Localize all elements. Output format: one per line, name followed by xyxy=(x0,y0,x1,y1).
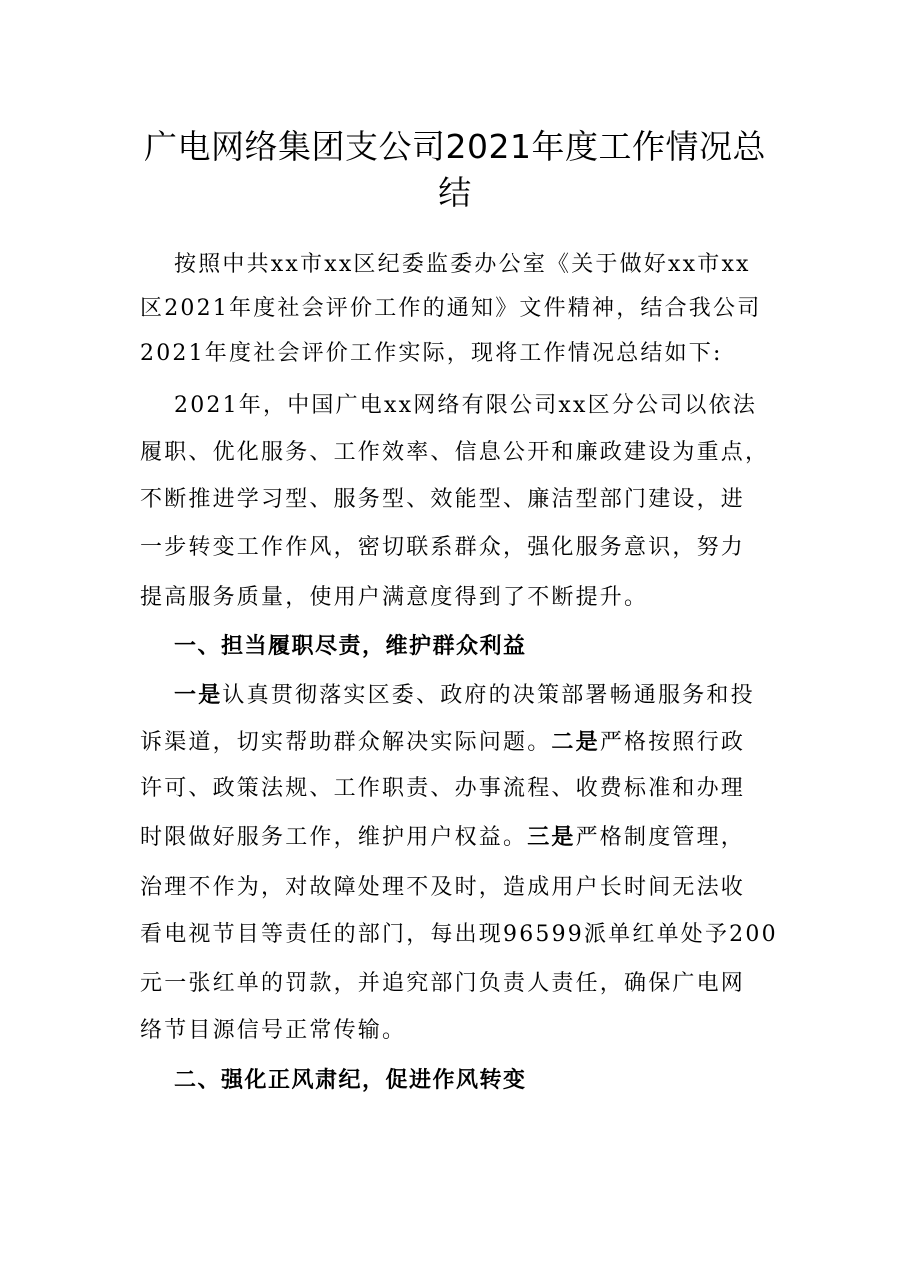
section-1-line-2 xyxy=(140,728,745,758)
section-1-line-4-text: 时限做好服务工作，维护用户权益。 xyxy=(140,825,528,850)
section-1-line-2-text: 诉渠道，切实帮助群众解决实际问题。 xyxy=(140,730,552,755)
point-1-label: 一是 xyxy=(174,683,223,708)
title-line-1: 广电网络集团支公司2021年度工作情况总 xyxy=(144,127,766,166)
overview-line-5: 提高服务质量，使用户满意度得到了不断提升。 xyxy=(140,585,649,610)
document-title xyxy=(120,124,790,216)
section-1-line-4 xyxy=(140,823,745,853)
section-1-line-1 xyxy=(174,681,755,711)
section-1-line-4-tail: 严格制度管理， xyxy=(575,825,746,850)
section-2-heading: 二、强化正风肃纪，促进作风转变 xyxy=(174,1068,527,1093)
overview-line-1: 2021年，中国广电xx网络有限公司xx区分公司以依法 xyxy=(174,393,758,418)
section-1-line-7: 元一张红单的罚款，并追究部门负责人责任，确保广电网 xyxy=(140,971,746,996)
section-1-line-5: 治理不作为，对故障处理不及时，造成用户长时间无法收 xyxy=(140,875,746,900)
section-1-line-1-text: 认真贯彻落实区委、政府的决策部署畅通服务和投 xyxy=(222,683,755,708)
section-1-heading: 一、担当履职尽责，维护群众利益 xyxy=(174,634,527,659)
overview-line-4: 一步转变工作作风，密切联系群众，强化服务意识，努力 xyxy=(140,535,746,560)
intro-line-1: 按照中共xx市xx区纪委监委办公室《关于做好xx市xx xyxy=(174,252,751,277)
title-line-2: 结 xyxy=(438,173,472,212)
section-1-line-8: 络节目源信号正常传输。 xyxy=(140,1018,407,1043)
section-1-line-3: 许可、政策法规、工作职责、办事流程、收费标准和办理 xyxy=(140,776,746,801)
section-1-line-6: 看电视节目等责任的部门，每出现96599派单红单处予200 xyxy=(140,922,778,947)
overview-line-3: 不断推进学习型、服务型、效能型、廉洁型部门建设，进 xyxy=(140,487,746,512)
point-3-label: 三是 xyxy=(527,825,576,850)
intro-line-3: 2021年度社会评价工作实际，现将工作情况总结如下: xyxy=(140,341,723,366)
intro-line-2: 区2021年度社会评价工作的通知》文件精神，结合我公司 xyxy=(140,296,762,321)
point-2-label: 二是 xyxy=(551,730,600,755)
overview-line-2: 履职、优化服务、工作效率、信息公开和廉政建设为重点， xyxy=(140,440,770,465)
section-1-line-2-tail: 严格按照行政 xyxy=(599,730,746,755)
